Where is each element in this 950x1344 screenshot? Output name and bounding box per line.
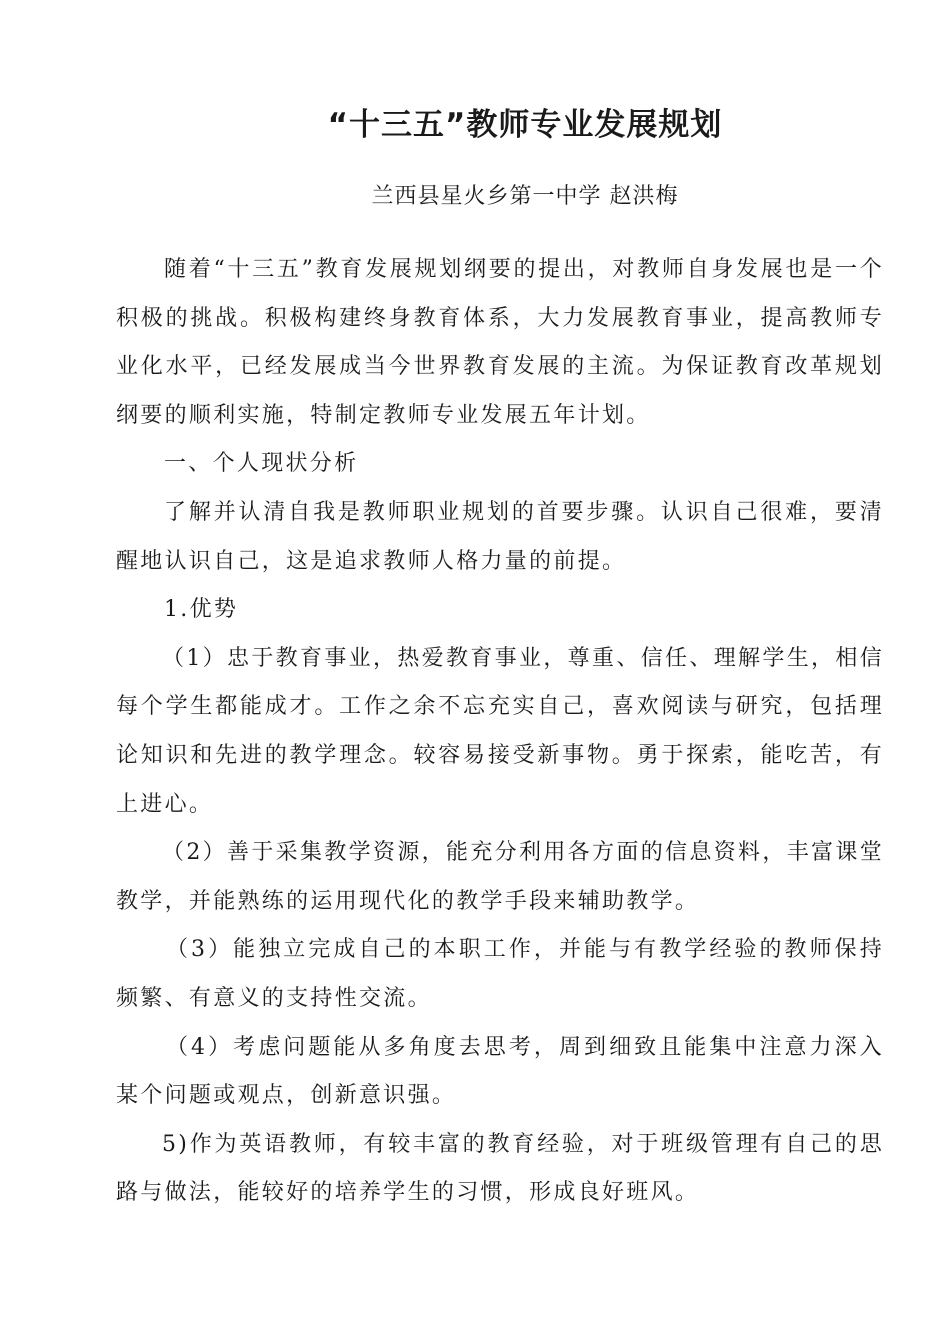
list-item-strength-5: 5)作为英语教师，有较丰富的教育经验，对于班级管理有自己的思路与做法，能较好的培养学生的习惯，形成良好班风。 (116, 1131, 884, 1206)
list-item-strength-4: （4）考虑问题能从多角度去思考，周到细致且能集中注意力深入某个问题或观点，创新意识强。 (116, 1034, 884, 1109)
section-heading-status-analysis: 一、个人现状分析 (164, 451, 359, 477)
document-title: “十三五”教师专业发展规划 (327, 107, 723, 143)
document-body (116, 246, 884, 1218)
paragraph-self-awareness: 了解并认清自我是教师职业规划的首要步骤。认识自己很难，要清醒地认识自己，这是追求教师人格力量的前提。 (116, 499, 884, 574)
document-byline: 兰西县星火乡第一中学 赵洪梅 (371, 184, 679, 209)
subheading-strengths: 1.优势 (164, 597, 239, 623)
list-item-strength-1: （1）忠于教育事业，热爱教育事业，尊重、信任、理解学生，相信每个学生都能成才。工作之余不忘充实自己，喜欢阅读与研究，包括理论知识和先进的教学理念。较容易接受新事物。勇于探索，能吃苦，有上进心。 (116, 645, 884, 817)
list-item-strength-2: （2）善于采集教学资源，能充分利用各方面的信息资料，丰富课堂教学，并能熟练的运用现代化的教学手段来辅助教学。 (116, 840, 884, 914)
list-item-strength-3: （3）能独立完成自己的本职工作，并能与有教学经验的教师保持频繁、有意义的支持性交流。 (116, 937, 884, 1011)
paragraph-intro: 随着“十三五”教育发展规划纲要的提出，对教师自身发展也是一个积极的挑战。积极构建终身教育体系，大力发展教育事业，提高教师专业化水平，已经发展成当今世界教育发展的主流。为保证教育改革规划纲要的顺利实施，特制定教师专业发展五年计划。 (116, 257, 884, 428)
